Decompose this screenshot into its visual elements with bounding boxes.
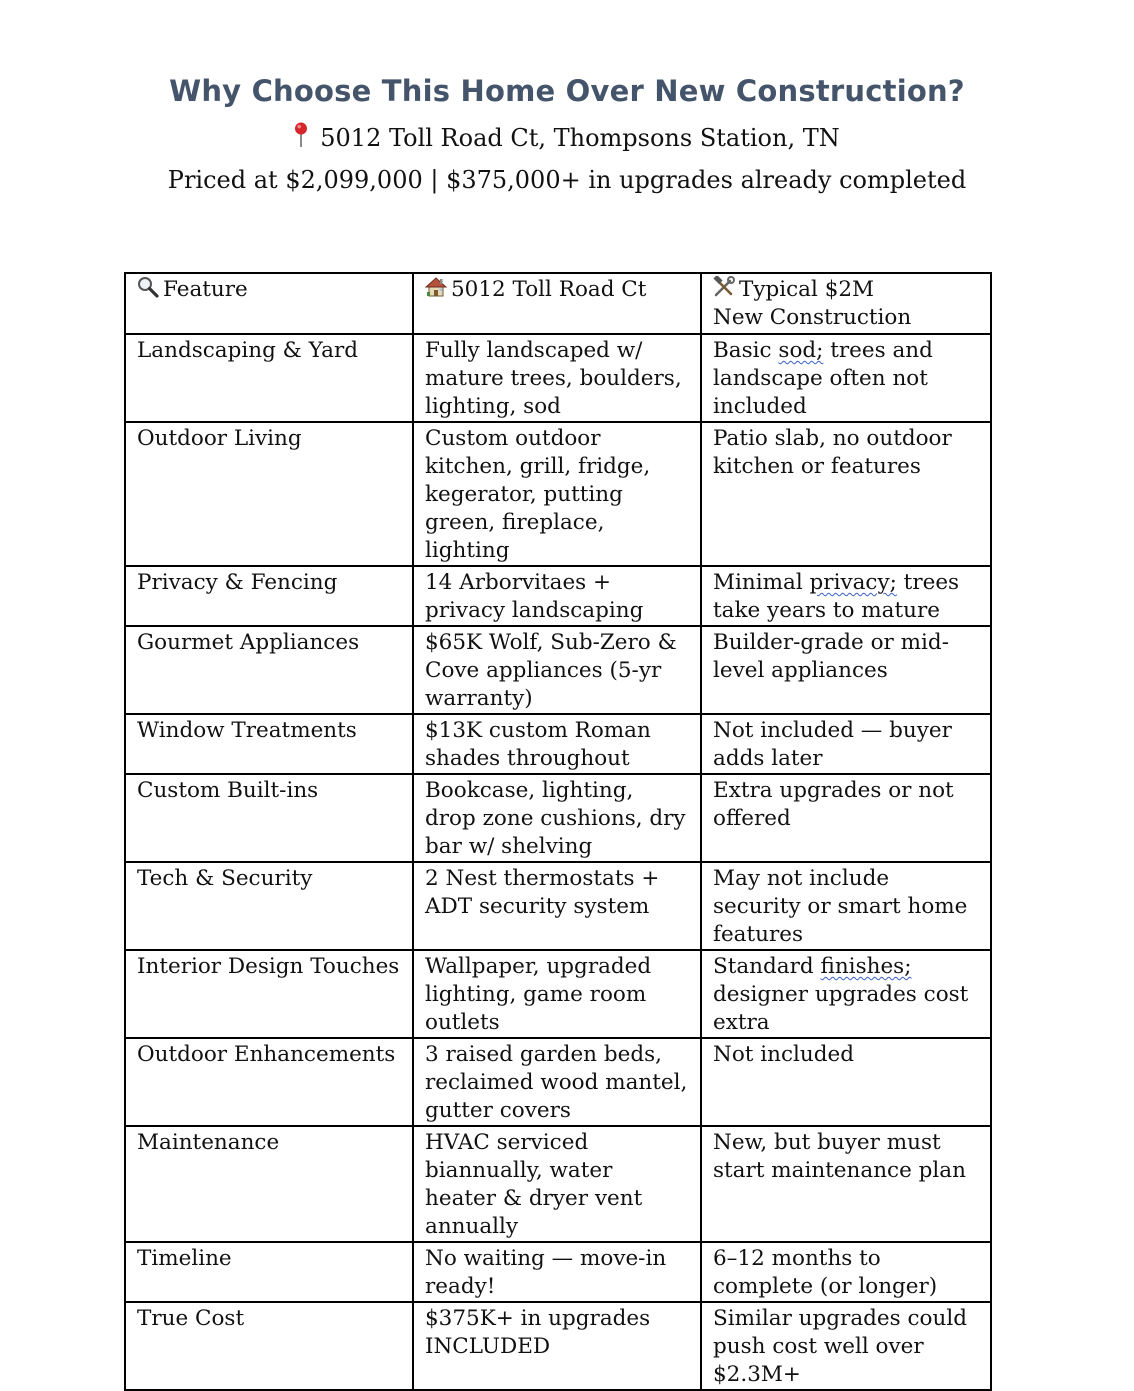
- feature-cell: Outdoor Living: [125, 422, 413, 566]
- cell-text: Not included: [713, 1042, 854, 1067]
- table-row: [125, 334, 991, 422]
- table-row: [125, 774, 991, 862]
- cell-text: Extra upgrades or not offered: [713, 778, 954, 831]
- new-construction-cell: [701, 1242, 991, 1302]
- table-row: [125, 626, 991, 714]
- house-icon: [425, 276, 447, 298]
- hammer-and-wrench-icon: [713, 276, 735, 298]
- table-row: [125, 1038, 991, 1126]
- header-new-construction: [701, 273, 991, 334]
- feature-cell: Gourmet Appliances: [125, 626, 413, 714]
- table-row: [125, 950, 991, 1038]
- cell-text: 6–12 months to complete (or longer): [713, 1246, 938, 1299]
- home-cell: Wallpaper, upgraded lighting, game room outlets: [413, 950, 701, 1038]
- spellcheck-flagged-word: privacy;: [809, 570, 897, 595]
- cell-text: Builder-grade or mid-level appliances: [713, 630, 949, 683]
- spellcheck-flagged-word: finishes;: [820, 954, 912, 979]
- feature-cell: Privacy & Fencing: [125, 566, 413, 626]
- cell-text: Similar upgrades could push cost well over $2.3M+: [713, 1306, 967, 1387]
- new-construction-cell: [701, 422, 991, 566]
- new-construction-cell: [701, 1302, 991, 1390]
- price-line: Priced at $2,099,000 | $375,000+ in upgrades already completed: [167, 166, 967, 194]
- new-construction-cell: [701, 774, 991, 862]
- cell-text: designer upgrades cost extra: [713, 982, 969, 1035]
- table-row: [125, 422, 991, 566]
- new-construction-cell: [701, 334, 991, 422]
- header-new-label-line2: New Construction: [713, 305, 912, 330]
- home-cell: HVAC serviced biannually, water heater & dryer vent annually: [413, 1126, 701, 1242]
- cell-text: Minimal: [713, 570, 810, 595]
- new-construction-cell: [701, 1126, 991, 1242]
- home-cell: $13K custom Roman shades throughout: [413, 714, 701, 774]
- feature-cell: True Cost: [125, 1302, 413, 1390]
- spellcheck-flagged-word: sod;: [778, 338, 824, 363]
- cell-text: New, but buyer must start maintenance plan: [713, 1130, 966, 1183]
- home-cell: $65K Wolf, Sub-Zero & Cove appliances (5-yr warranty): [413, 626, 701, 714]
- new-construction-cell: [701, 862, 991, 950]
- table-row: [125, 714, 991, 774]
- cell-text: May not include security or smart home features: [713, 866, 968, 947]
- round-pushpin-icon: [294, 122, 308, 148]
- address-line: [0, 122, 1134, 152]
- feature-cell: Custom Built-ins: [125, 774, 413, 862]
- feature-cell: Outdoor Enhancements: [125, 1038, 413, 1126]
- home-cell: No waiting — move-in ready!: [413, 1242, 701, 1302]
- feature-cell: Interior Design Touches: [125, 950, 413, 1038]
- magnifying-glass-icon: [137, 276, 159, 298]
- comparison-table: [124, 272, 992, 1391]
- home-cell: 2 Nest thermostats + ADT security system: [413, 862, 701, 950]
- feature-cell: Maintenance: [125, 1126, 413, 1242]
- table-row: [125, 1242, 991, 1302]
- cell-text: trees take years to mature: [713, 570, 960, 623]
- feature-cell: Landscaping & Yard: [125, 334, 413, 422]
- feature-cell: Window Treatments: [125, 714, 413, 774]
- table-row: [125, 1126, 991, 1242]
- header-home: [413, 273, 701, 334]
- address-text: 5012 Toll Road Ct, Thompsons Station, TN: [320, 124, 840, 152]
- home-cell: Custom outdoor kitchen, grill, fridge, kegerator, putting green, fireplace, lighting: [413, 422, 701, 566]
- new-construction-cell: [701, 950, 991, 1038]
- feature-cell: Tech & Security: [125, 862, 413, 950]
- table-header-row: [125, 273, 991, 334]
- cell-text: Basic: [713, 338, 779, 363]
- header-feature-label: Feature: [163, 277, 248, 302]
- home-cell: Bookcase, lighting, drop zone cushions, dry bar w/ shelving: [413, 774, 701, 862]
- home-cell: $375K+ in upgrades INCLUDED: [413, 1302, 701, 1390]
- new-construction-cell: [701, 1038, 991, 1126]
- home-cell: 14 Arborvitaes + privacy landscaping: [413, 566, 701, 626]
- header-new-label-line1: Typical $2M: [739, 277, 875, 302]
- header-feature: [125, 273, 413, 334]
- home-cell: Fully landscaped w/ mature trees, boulders, lighting, sod: [413, 334, 701, 422]
- header-home-label: 5012 Toll Road Ct: [451, 277, 647, 302]
- new-construction-cell: [701, 566, 991, 626]
- new-construction-cell: [701, 626, 991, 714]
- feature-cell: Timeline: [125, 1242, 413, 1302]
- cell-text: Patio slab, no outdoor kitchen or features: [713, 426, 952, 479]
- cell-text: Not included — buyer adds later: [713, 718, 952, 771]
- table-row: [125, 566, 991, 626]
- cell-text: trees and landscape often not included: [713, 338, 933, 419]
- table-row: [125, 1302, 991, 1390]
- home-cell: 3 raised garden beds, reclaimed wood mantel, gutter covers: [413, 1038, 701, 1126]
- new-construction-cell: [701, 714, 991, 774]
- table-row: [125, 862, 991, 950]
- page-title: Why Choose This Home Over New Construction?: [169, 74, 965, 108]
- cell-text: Standard: [713, 954, 821, 979]
